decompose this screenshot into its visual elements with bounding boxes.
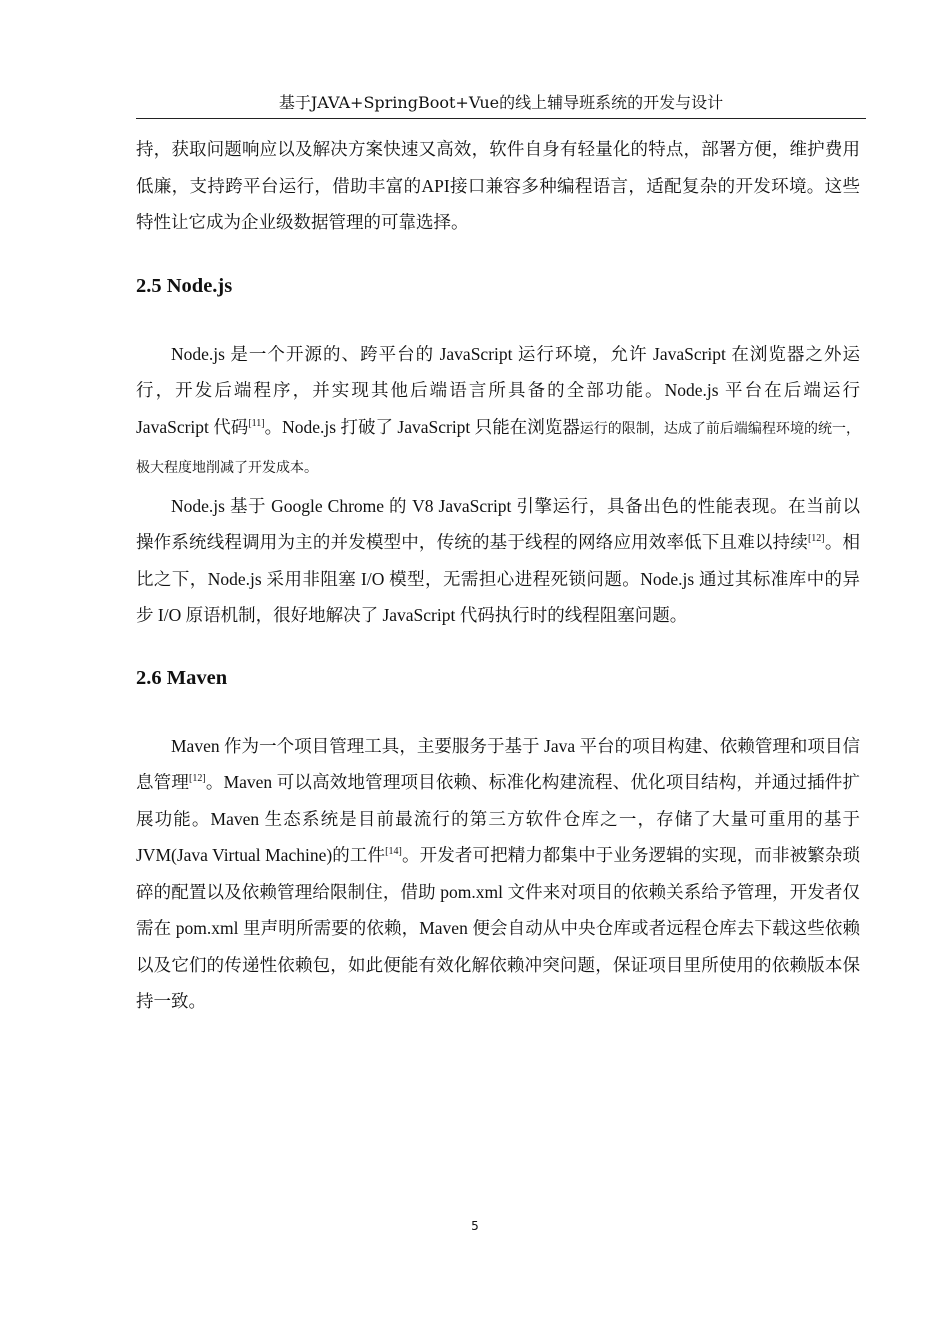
nodejs-p1-text-c: 运行的限制，达成了前后端编程环境的统一，极大程度地削减了开发成本。 xyxy=(136,421,860,476)
nodejs-paragraph-1 xyxy=(136,336,860,488)
citation-12-maven: [12] xyxy=(189,773,206,784)
maven-paragraph-1 xyxy=(136,728,860,1020)
nodejs-p1-text-a: Node.js 是一个开源的、跨平台的 JavaScript 运行环境，允许 JavaScript 在浏览器之外运行，开发后端程序，并实现其他后端语言所具备的全部功能。Node.js 平台在后端运行 JavaScript 代码 xyxy=(136,343,860,437)
intro-paragraph: 持，获取问题响应以及解决方案快速又高效，软件自身有轻量化的特点，部署方便，维护费用低廉，支持跨平台运行，借助丰富的API接口兼容多种编程语言，适配复杂的开发环境。这些特性让它成为企业级数据管理的可靠选择。 xyxy=(136,139,860,232)
page-number: 5 xyxy=(471,1219,479,1233)
section-heading-nodejs: 2.5 Node.js xyxy=(136,274,233,297)
header-rule xyxy=(136,118,866,119)
maven-p1-text-c: 。开发者可把精力都集中于业务逻辑的实现，而非被繁杂琐碎的配置以及依赖管理给限制住，借助 pom.xml 文件来对项目的依赖关系给予管理，开发者仅需在 pom.xml 里声明所需要的依赖，Maven 便会自动从中央仓库或者远程仓库去下载这些依赖以及它们的传递性依赖包，如此便能有效化解依赖冲突问题，保证项目里所使用的依赖版本保持一致。 xyxy=(136,845,861,1011)
nodejs-p1-text-b: 。Node.js 打破了 JavaScript 只能在浏览器 xyxy=(264,416,580,437)
nodejs-p2-text-a: Node.js 基于 Google Chrome 的 V8 JavaScript 引擎运行，具备出色的性能表现。在当前以操作系统线程调用为主的并发模型中，传统的基于线程的网络应用效率低下且难以持续 xyxy=(136,495,860,552)
citation-14: [14] xyxy=(385,846,402,857)
nodejs-paragraph-2 xyxy=(136,488,860,634)
page-body xyxy=(136,131,860,1020)
maven-p1-text-b: 。Maven 可以高效地管理项目依赖、标准化构建流程、优化项目结构，并通过插件扩展功能。Maven 生态系统是目前最流行的第三方软件仓库之一，存储了大量可重用的基于 JVM(Java Virtual Machine)的工件 xyxy=(136,772,861,865)
citation-12: [12] xyxy=(807,533,825,544)
nodejs-p2-text-b: 。相比之下，Node.js 采用非阻塞 I/O 模型，无需担心进程死锁问题。Node.js 通过其标准库中的异步 I/O 原语机制，很好地解决了 JavaScript 代码执行时的线程阻塞问题。 xyxy=(136,532,861,625)
running-header: 基于JAVA+SpringBoot+Vue的线上辅导班系统的开发与设计 xyxy=(278,93,724,112)
maven-p1-text-a: Maven 作为一个项目管理工具，主要服务于基于 Java 平台的项目构建、依赖管理和项目信息管理 xyxy=(136,735,860,792)
citation-11: [11] xyxy=(248,417,265,429)
section-heading-maven: 2.6 Maven xyxy=(136,666,228,689)
